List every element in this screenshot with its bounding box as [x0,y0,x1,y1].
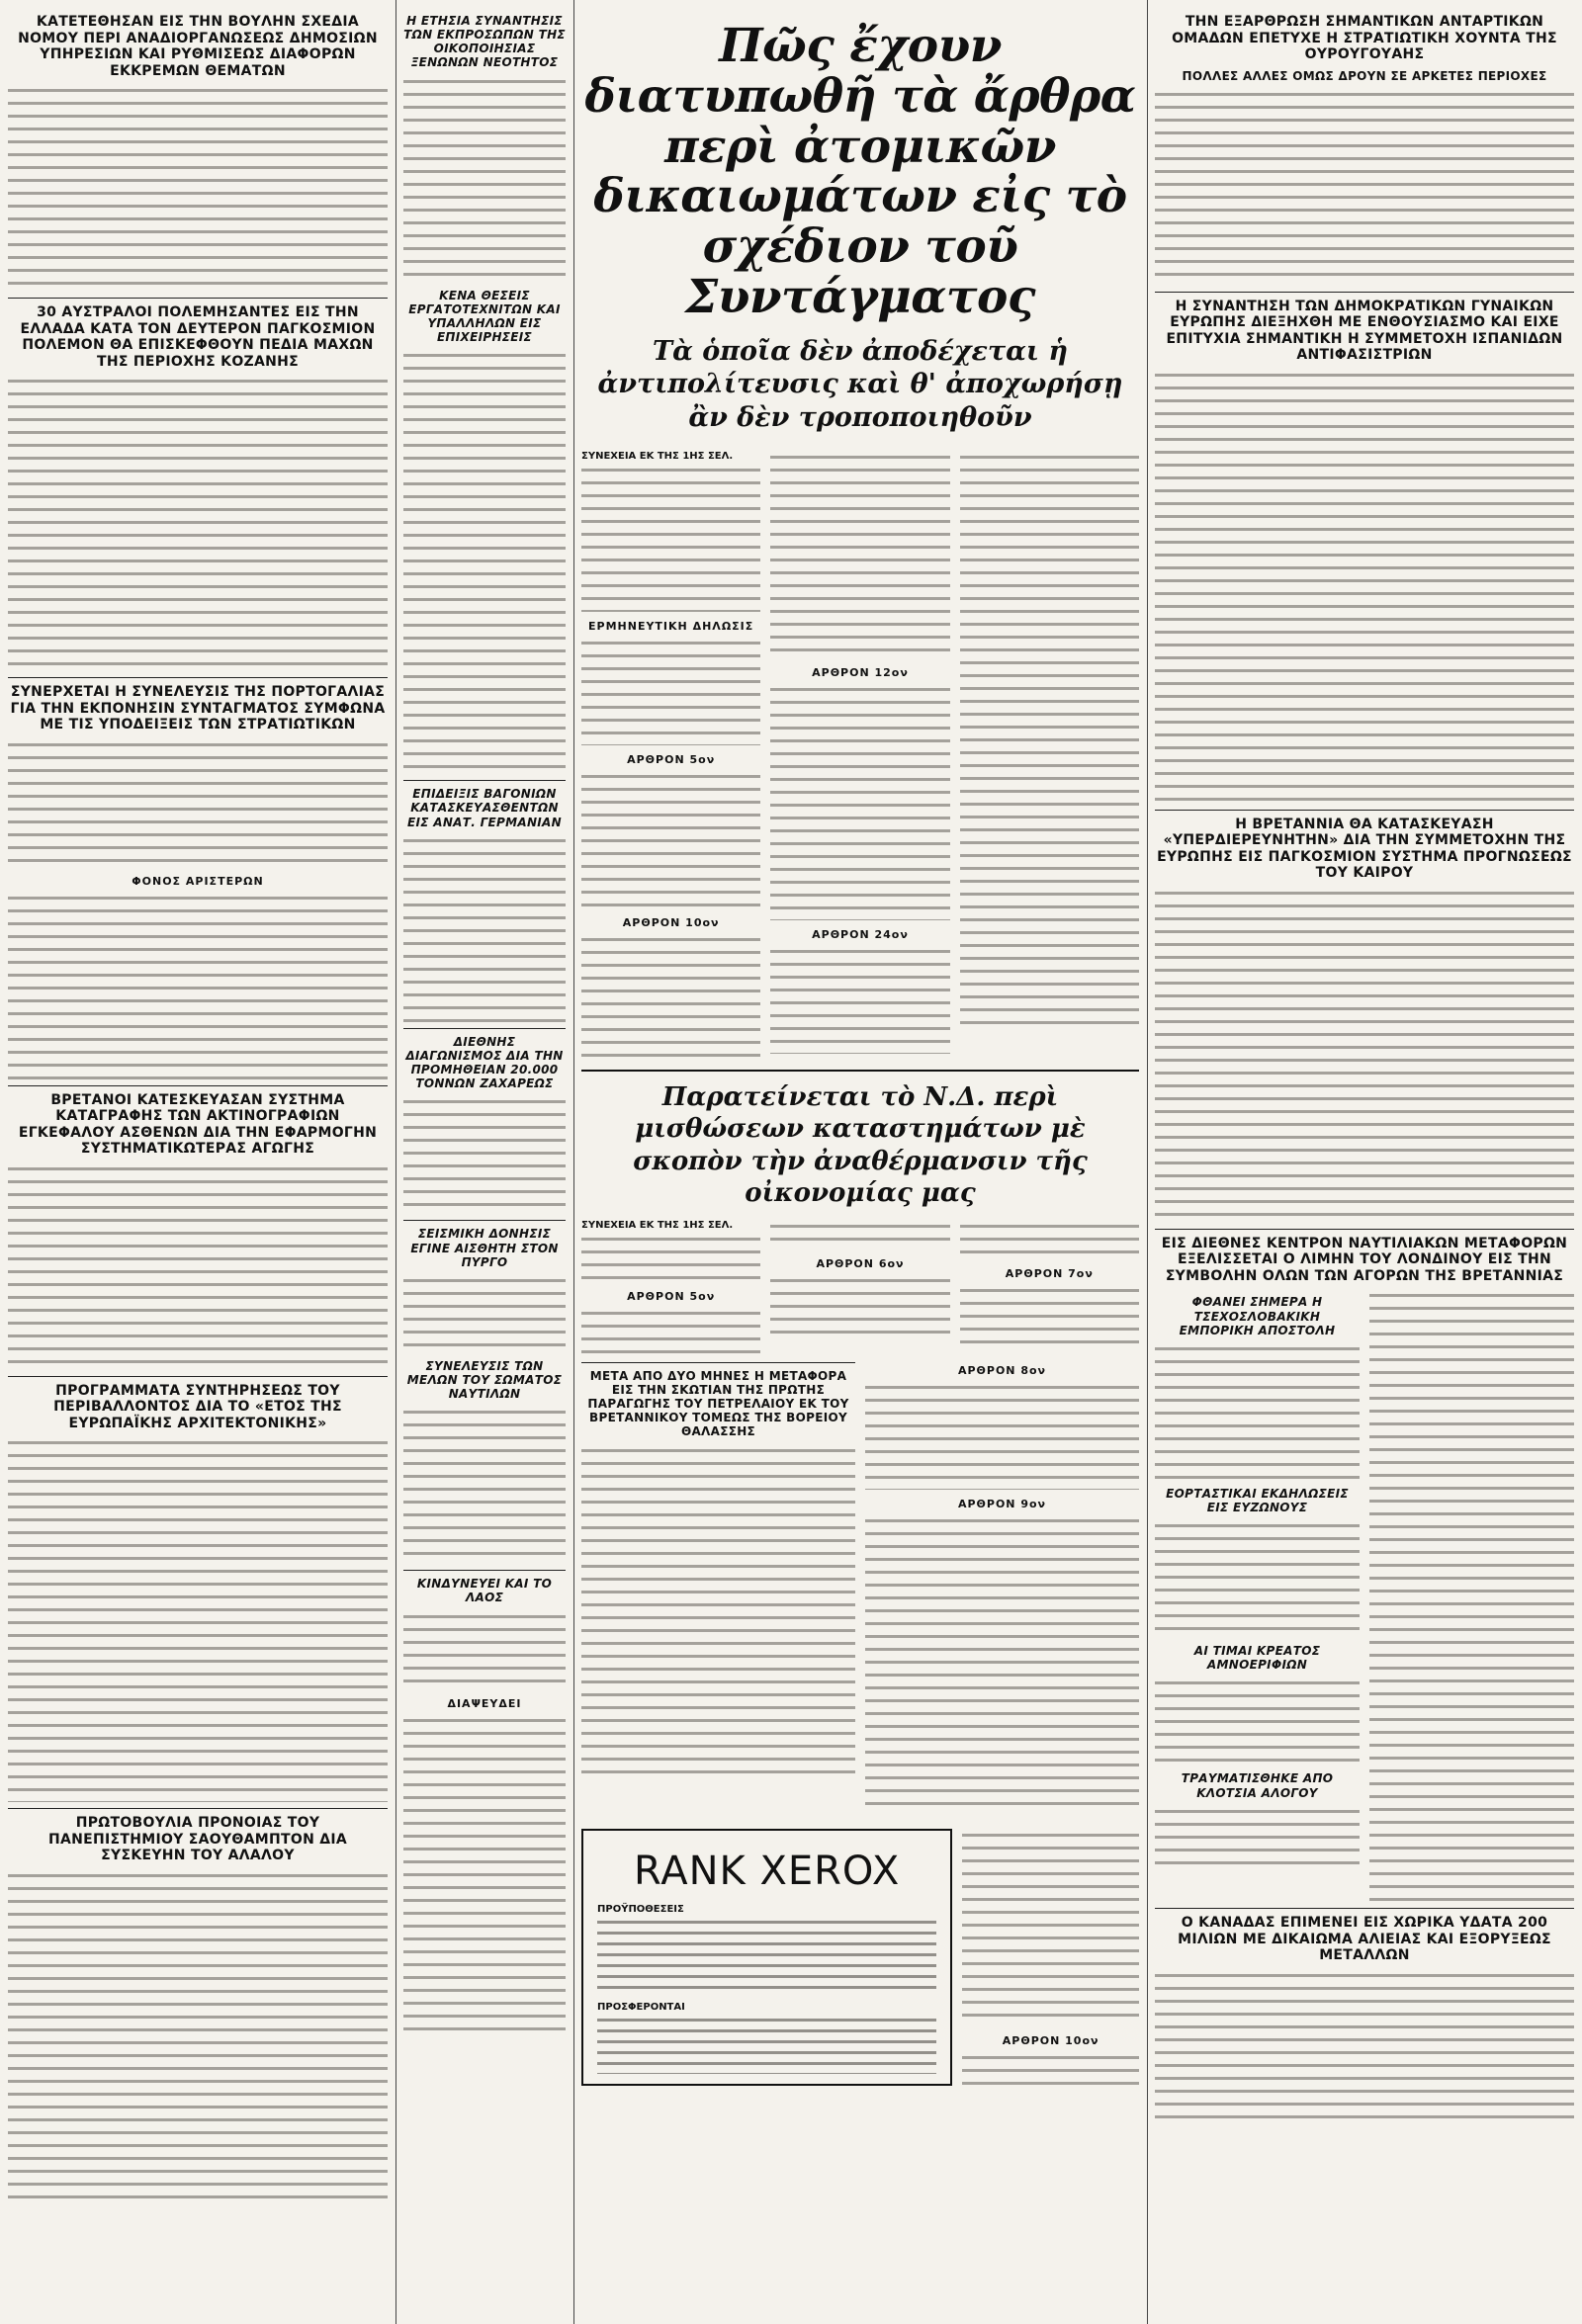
ad-brand-logo: RANK XEROX [634,1848,901,1894]
headline-evzones-celebrations: ΕΟΡΤΑΣΤΙΚΑΙ ΕΚΔΗΛΩΣΕΙΣ ΕΙΣ ΕΥΖΩΝΟΥΣ [1166,1486,1349,1514]
article-body [962,1829,1139,2026]
article-body [1155,1519,1360,1638]
ad-body [597,1917,936,1996]
headline-britain-supercomputer: Η ΒΡΕΤΑΝΝΙΑ ΘΑ ΚΑΤΑΣΚΕΥΑΣΗ «ΥΠΕΡΔΙΕΡΕΥΝΗΤΗΝ» ΔΙΑ ΤΗΝ ΣΥΜΜΕΤΟΧΗΝ ΤΗΣ ΕΥΡΩΠΗΣ ΕΙΣ ΠΑΓΚΟΣΜΙΟΝ ΣΥΣΤΗΜΑ ΠΡΟΓΝΩΣΕΩΣ ΤΟΥ ΚΑΙΡΟΥ [1157,816,1572,882]
headline-wagons-display: ΕΠΙΔΕΙΞΙΣ ΒΑΓΟΝΙΩΝ ΚΑΤΑΣΚΕΥΑΣΘΕΝΤΩΝ ΕΙΣ ΑΝΑΤ. ΓΕΡΜΑΝΙΑΝ [407,787,562,829]
article-body [960,451,1139,1034]
article-5-label: ΑΡΘΡΟΝ 5ον [627,1289,716,1303]
subheadline-uruguay: ΠΟΛΛΕΣ ΑΛΛΕΣ ΟΜΩΣ ΔΡΟΥΝ ΣΕ ΑΡΚΕΤΕΣ ΠΕΡΙΟΧΕΣ [1182,68,1547,83]
ad-requirements-label: ΠΡΟΫΠΟΘΕΣΕΙΣ [597,1903,684,1915]
headline-constitution-rights: Πῶς ἔχουν διατυπωθῆ τὰ ἄρθρα περὶ ἀτομικῶν δικαιωμάτων εἰς τὸ σχέδιον τοῦ Συντάγματος [584,19,1136,324]
headline-laos-danger: ΚΙΝΔΥΝΕΥΕΙ ΚΑΙ ΤΟ ΛΑΟΣ [416,1577,553,1605]
article-body [403,75,566,283]
article-body [770,1274,949,1343]
article-body [960,1220,1139,1259]
headline-mariners-meeting: ΣΥΝΕΛΕΥΣΙΣ ΤΩΝ ΜΕΛΩΝ ΤΟΥ ΣΩΜΑΤΟΣ ΝΑΥΤΙΛΩΝ [406,1358,563,1402]
divider [403,1570,566,1571]
subheading-denies: ΔΙΑΨΕΥΔΕΙ [447,1696,522,1710]
subheading-leftist-murder: ΦΟΝΟΣ ΑΡΙΣΤΕΡΩΝ [132,874,264,888]
article-body [1155,1969,1574,2127]
article-body [403,1095,566,1214]
divider [403,1220,566,1221]
article-body [403,1610,566,1689]
article-body [403,1274,566,1353]
article-body [581,1233,760,1282]
article-10-label: ΑΡΘΡΟΝ 10ον [1002,2033,1099,2047]
divider [581,1362,855,1363]
ad-row [581,1811,1139,2091]
article-body [960,1284,1139,1343]
article-body [581,1307,760,1356]
headline-london-port: ΕΙΣ ΔΙΕΘΝΕΣ ΚΕΝΤΡΟΝ ΝΑΥΤΙΛΙΑΚΩΝ ΜΕΤΑΦΟΡΩΝ ΕΞΕΛΙΣΣΕΤΑΙ Ο ΛΙΜΗΝ ΤΟΥ ΛΟΝΔΙΝΟΥ ΕΙΣ ΤΗΝ ΣΥΜΒΟΛΗΝ ΟΛΩΝ ΤΩΝ ΑΓΟΡΩΝ ΤΗΣ ΒΡΕΤΑΝΝΙΑΣ [1161,1235,1568,1284]
article-body [1155,887,1574,1223]
divider [1155,1229,1574,1230]
divider [1155,1908,1574,1909]
continuation-kicker: ΣΥΝΕΧΕΙΑ ΕΚ ΤΗΣ 1ΗΣ ΣΕΛ. [581,450,734,462]
headline-horse-kick: ΤΡΑΥΜΑΤΙΣΘΗΚΕ ΑΠΟ ΚΛΟΤΣΙΑ ΑΛΟΓΟΥ [1181,1771,1334,1800]
headline-youth-hostels: Η ΕΤΗΣΙΑ ΣΥΝΑΝΤΗΣΙΣ ΤΩΝ ΕΚΠΡΟΣΩΠΩΝ ΤΗΣ ΟΙΚΟΠΟΙΗΣΙΑΣ ΞΕΝΩΝΩΝ ΝΕΟΤΗΤΟΣ [403,14,566,70]
divider [1155,292,1574,293]
headline-canada-waters: Ο ΚΑΝΑΔΑΣ ΕΠΙΜΕΝΕΙ ΕΙΣ ΧΩΡΙΚΑ ΥΔΑΤΑ 200 ΜΙΛΙΩΝ ΜΕ ΔΙΚΑΙΩΜΑ ΑΛΙΕΙΑΣ ΚΑΙ ΕΞΟΡΥΞΕΩΣ ΜΕΤΑΛΛΩΝ [1178,1915,1551,1964]
divider [8,1085,388,1086]
article-body [8,892,388,1079]
article-body [770,1220,949,1249]
divider [8,298,388,299]
article-columns [581,1220,1139,1356]
headline-czech-delegation: ΦΘΑΝΕΙ ΣΗΜΕΡΑ Η ΤΣΕΧΟΣΛΟΒΑΚΙΚΗ ΕΜΠΟΡΙΚΗ ΑΠΟΣΤΟΛΗ [1179,1295,1336,1337]
subheading-interpretive: ΕΡΜΗΝΕΥΤΙΚΗ ΔΗΛΩΣΙΣ [588,619,754,633]
column-left [0,0,396,2205]
column-right [1147,0,1582,2127]
article-body [581,1444,855,1780]
headline-southampton-device: ΠΡΩΤΟΒΟΥΛΙΑ ΠΡΟΝΟΙΑΣ ΤΟΥ ΠΑΝΕΠΙΣΤΗΜΙΟΥ ΣΑΟΥΘΑΜΠΤΟΝ ΔΙΑ ΣΥΣΚΕΥΗΝ ΤΟΥ ΑΛΑΛΟΥ [47,1815,348,1864]
article-body [581,770,760,908]
divider [1155,810,1574,811]
article-8-label: ΑΡΘΡΟΝ 8ον [957,1363,1047,1377]
article-body [1369,1289,1574,1902]
article-body [8,84,388,292]
headline-brain-xray-system: ΒΡΕΤΑΝΟΙ ΚΑΤΕΣΚΕΥΑΣΑΝ ΣΥΣΤΗΜΑ ΚΑΤΑΓΡΑΦΗΣ ΤΩΝ ΑΚΤΙΝΟΓΡΑΦΙΩΝ ΕΓΚΕΦΑΛΟΥ ΑΣΘΕΝΩΝ ΔΙΑ ΤΗΝ ΕΦΑΡΜΟΓΗΝ ΣΥΣΤΗΜΑΤΙΚΩΤΕΡΑΣ ΑΓΩΓΗΣ [18,1091,378,1158]
divider [581,1070,1139,1072]
headline-portugal-assembly: ΣΥΝΕΡΧΕΤΑΙ Η ΣΥΝΕΛΕΥΣΙΣ ΤΗΣ ΠΟΡΤΟΓΑΛΙΑΣ ΓΙΑ ΤΗΝ ΕΚΠΟΝΗΣΙΝ ΣΥΝΤΑΓΜΑΤΟΣ ΣΥΜΦΩΝΑ ΜΕ ΤΙΣ ΥΠΟΔΕΙΞΕΙΣ ΤΩΝ ΣΤΡΑΤΙΩΤΙΚΩΝ [10,684,386,733]
article-body [1155,1805,1360,1864]
ad-body [597,2015,936,2074]
divider [8,677,388,678]
article-body [581,637,760,745]
article-body [403,349,566,774]
article-body [770,683,949,920]
article-body [8,1869,388,2205]
article-9-label: ΑΡΘΡΟΝ 9ον [957,1497,1047,1510]
headline-shop-leases: Παρατείνεται τὸ Ν.Δ. περὶ μισθώσεων καταστημάτων μὲ σκοπὸν τὴν ἀναθέρμανσιν τῆς οἰκονομίας μας [633,1081,1088,1209]
article-body [403,1406,566,1564]
headline-vacancies: ΚΕΝΑ ΘΕΣΕΙΣ ΕΡΓΑΤΟΤΕΧΝΙΤΩΝ ΚΑΙ ΥΠΑΛΛΗΛΩΝ ΕΙΣ ΕΠΙΧΕΙΡΗΣΕΙΣ [408,288,561,345]
headline-democratic-women: Η ΣΥΝΑΝΤΗΣΗ ΤΩΝ ΔΗΜΟΚΡΑΤΙΚΩΝ ΓΥΝΑΙΚΩΝ ΕΥΡΩΠΗΣ ΔΙΕΞΗΧΘΗ ΜΕ ΕΝΘΟΥΣΙΑΣΜΟ ΚΑΙ ΕΙΧΕ ΕΠΙΤΥΧΙΑ ΣΗΜΑΝΤΙΚΗ Η ΣΥΜΜΕΤΟΧΗ ΙΣΠΑΝΙΔΩΝ ΑΝΤΙΦΑΣΙΣΤΡΙΩΝ [1166,298,1563,364]
advertisement-rank-xerox [581,1829,952,2086]
article-10-label: ΑΡΘΡΟΝ 10ον [622,915,720,929]
ad-offer-label: ΠΡΟΣΦΕΡΟΝΤΑΙ [597,2001,685,2013]
divider [8,1808,388,1809]
article-body [1155,88,1574,286]
divider [403,780,566,781]
divider [403,1028,566,1029]
column-center [573,0,1147,2091]
headline-lamb-prices: ΑΙ ΤΙΜΑΙ ΚΡΕΑΤΟΣ ΑΜΝΟΕΡΙΦΙΩΝ [1193,1644,1321,1673]
article-7-label: ΑΡΘΡΟΝ 7ον [1005,1266,1094,1280]
article-body [865,1381,1139,1490]
article-12-label: ΑΡΘΡΟΝ 12ον [812,665,909,679]
headline-earthquake-pyrgos: ΣΕΙΣΜΙΚΗ ΔΟΝΗΣΙΣ ΕΓΙΝΕ ΑΙΣΘΗΤΗ ΣΤΟΝ ΠΥΡΓΟ [410,1227,559,1269]
article-body [403,834,566,1022]
headline-sugar-tender: ΔΙΕΘΝΗΣ ΔΙΑΓΩΝΙΣΜΟΣ ΔΙΑ ΤΗΝ ΠΡΟΜΗΘΕΙΑΝ 20.000 ΤΟΝΝΩΝ ΖΑΧΑΡΕΩΣ [405,1034,564,1091]
article-columns [581,451,1139,1062]
article-columns [1155,1289,1574,1902]
article-6-label: ΑΡΘΡΟΝ 6ον [816,1256,905,1270]
article-body [1155,369,1574,804]
article-body [1155,1677,1360,1765]
article-body [403,1714,566,2040]
article-body [770,451,949,658]
article-body [581,464,760,612]
column-narrow [396,0,573,2040]
article-body [8,375,388,671]
headline-bill-reorganization: ΚΑΤΕΤΕΘΗΣΑΝ ΕΙΣ ΤΗΝ ΒΟΥΛΗΝ ΣΧΕΔΙΑ ΝΟΜΟΥ ΠΕΡΙ ΑΝΑΔΙΟΡΓΑΝΩΣΕΩΣ ΔΗΜΟΣΙΩΝ ΥΠΗΡΕΣΙΩΝ ΚΑΙ ΡΥΘΜΙΣΕΩΣ ΔΙΑΦΟΡΩΝ ΕΚΚΡΕΜΩΝ ΘΕΜΑΤΩΝ [18,14,378,79]
article-body [1155,1342,1360,1481]
headline-uruguay-junta: ΤΗΝ ΕΞΑΡΘΡΩΣΗ ΣΗΜΑΝΤΙΚΩΝ ΑΝΤΑΡΤΙΚΩΝ ΟΜΑΔΩΝ ΕΠΕΤΥΧΕ Η ΣΤΡΑΤΙΩΤΙΚΗ ΧΟΥΝΤΑ ΤΗΣ ΟΥΡΟΥΓΟΥΑΗΣ [1172,14,1557,63]
article-body [865,1514,1139,1811]
headline-north-sea-oil: ΜΕΤΑ ΑΠΟ ΔΥΟ ΜΗΝΕΣ Η ΜΕΤΑΦΟΡΑ ΕΙΣ ΤΗΝ ΣΚΩΤΙΑΝ ΤΗΣ ΠΡΩΤΗΣ ΠΑΡΑΓΩΓΗΣ ΤΟΥ ΠΕΤΡΕΛΑΙΟΥ ΕΚ ΤΟΥ ΒΡΕΤΑΝΝΙΚΟΥ ΤΟΜΕΩΣ ΤΗΣ ΒΟΡΕΙΟΥ ΘΑΛΑΣΣΗΣ [587,1368,849,1439]
article-body [8,1162,388,1370]
subheadline-opposition: Τὰ ὁποῖα δὲν ἀποδέχεται ἡ ἀντιπολίτευσις καὶ θ' ἀποχωρήσῃ ἂν δὲν τροποποιηθοῦν [597,335,1123,433]
article-body [770,945,949,1054]
article-columns [581,1356,1139,1811]
divider [8,1376,388,1377]
continuation-kicker: ΣΥΝΕΧΕΙΑ ΕΚ ΤΗΣ 1ΗΣ ΣΕΛ. [581,1219,734,1231]
article-body [8,1436,388,1802]
headline-australian-veterans: 30 ΑΥΣΤΡΑΛΟΙ ΠΟΛΕΜΗΣΑΝΤΕΣ ΕΙΣ ΤΗΝ ΕΛΛΑΔΑ ΚΑΤΑ ΤΟΝ ΔΕΥΤΕΡΟΝ ΠΑΓΚΟΣΜΙΟΝ ΠΟΛΕΜΟΝ ΘΑ ΕΠΙΣΚΕΦΘΟΥΝ ΠΕΔΙΑ ΜΑΧΩΝ ΤΗΣ ΠΕΡΙΟΧΗΣ ΚΟΖΑΝΗΣ [20,304,376,370]
article-5-label: ΑΡΘΡΟΝ 5ον [627,752,716,766]
article-body [581,933,760,1062]
headline-european-architecture-year: ΠΡΟΓΡΑΜΜΑΤΑ ΣΥΝΤΗΡΗΣΕΩΣ ΤΟΥ ΠΕΡΙΒΑΛΛΟΝΤΟΣ ΔΙΑ ΤΟ «ΕΤΟΣ ΤΗΣ ΕΥΡΩΠΑΪΚΗΣ ΑΡΧΙΤΕΚΤΟΝΙΚΗΣ» [53,1382,342,1431]
article-body [8,738,388,867]
article-24-label: ΑΡΘΡΟΝ 24ον [812,927,909,941]
article-body [962,2051,1139,2091]
